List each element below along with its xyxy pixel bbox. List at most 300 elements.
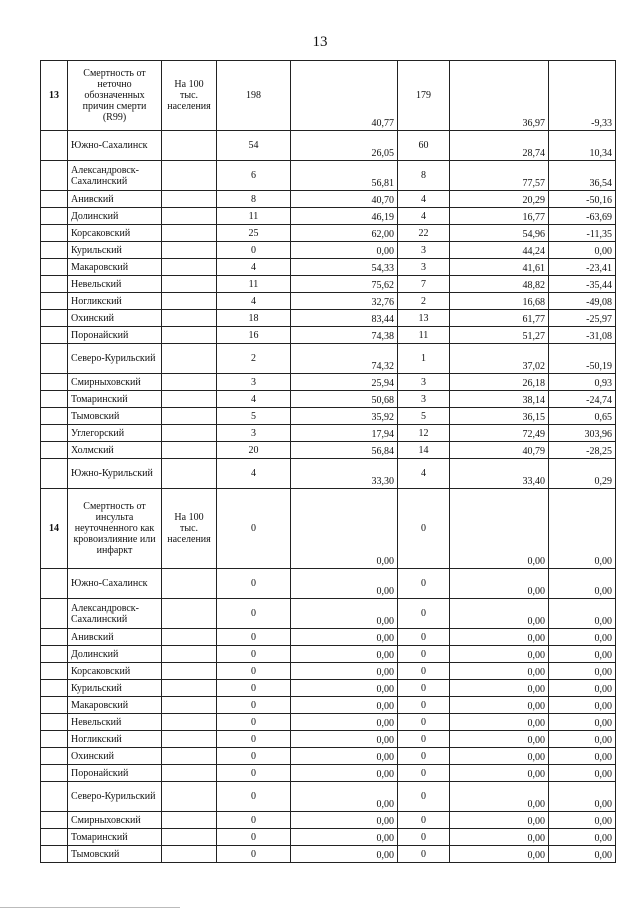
empty-unit-cell [162, 276, 217, 293]
empty-number-cell [41, 327, 68, 344]
rate-value-year1: 46,19 [291, 208, 398, 225]
change-percent: 0,00 [549, 569, 616, 599]
abs-value-year1: 0 [217, 663, 291, 680]
empty-number-cell [41, 697, 68, 714]
rate-value-year2: 0,00 [450, 680, 549, 697]
abs-value-year2: 179 [398, 61, 450, 131]
change-percent: 0,00 [549, 489, 616, 569]
table-row [41, 714, 616, 731]
empty-number-cell [41, 208, 68, 225]
change-percent: 0,00 [549, 646, 616, 663]
empty-number-cell [41, 680, 68, 697]
district-name: Курильский [68, 680, 162, 697]
abs-value-year1: 0 [217, 629, 291, 646]
empty-number-cell [41, 293, 68, 310]
empty-number-cell [41, 663, 68, 680]
table-row [41, 391, 616, 408]
rate-value-year2: 0,00 [450, 765, 549, 782]
table-row [41, 327, 616, 344]
rate-value-year2: 28,74 [450, 131, 549, 161]
change-percent: 0,00 [549, 629, 616, 646]
district-name: Северо-Курильский [68, 782, 162, 812]
district-name: Охинский [68, 310, 162, 327]
abs-value-year1: 0 [217, 829, 291, 846]
change-percent: 0,93 [549, 374, 616, 391]
abs-value-year1: 0 [217, 569, 291, 599]
empty-number-cell [41, 782, 68, 812]
district-name: Невельский [68, 714, 162, 731]
section-number: 13 [41, 61, 68, 131]
empty-number-cell [41, 748, 68, 765]
district-name: Корсаковский [68, 225, 162, 242]
abs-value-year1: 0 [217, 714, 291, 731]
rate-value-year1: 0,00 [291, 489, 398, 569]
empty-unit-cell [162, 442, 217, 459]
district-name: Тымовский [68, 846, 162, 863]
rate-value-year2: 0,00 [450, 829, 549, 846]
empty-unit-cell [162, 629, 217, 646]
rate-value-year2: 0,00 [450, 569, 549, 599]
abs-value-year2: 22 [398, 225, 450, 242]
rate-value-year2: 41,61 [450, 259, 549, 276]
abs-value-year2: 1 [398, 344, 450, 374]
empty-unit-cell [162, 731, 217, 748]
rate-value-year1: 0,00 [291, 714, 398, 731]
abs-value-year1: 11 [217, 208, 291, 225]
abs-value-year2: 0 [398, 782, 450, 812]
change-percent: 0,00 [549, 599, 616, 629]
empty-number-cell [41, 629, 68, 646]
change-percent: 0,00 [549, 812, 616, 829]
abs-value-year1: 0 [217, 731, 291, 748]
abs-value-year2: 0 [398, 489, 450, 569]
abs-value-year2: 4 [398, 208, 450, 225]
abs-value-year2: 13 [398, 310, 450, 327]
empty-number-cell [41, 242, 68, 259]
empty-unit-cell [162, 208, 217, 225]
abs-value-year1: 2 [217, 344, 291, 374]
empty-unit-cell [162, 191, 217, 208]
rate-value-year2: 0,00 [450, 663, 549, 680]
empty-unit-cell [162, 714, 217, 731]
rate-value-year2: 0,00 [450, 629, 549, 646]
empty-number-cell [41, 714, 68, 731]
page-number: 13 [312, 34, 328, 50]
rate-value-year2: 36,97 [450, 61, 549, 131]
empty-unit-cell [162, 782, 217, 812]
abs-value-year2: 11 [398, 327, 450, 344]
table-row [41, 697, 616, 714]
rate-value-year1: 40,77 [291, 61, 398, 131]
abs-value-year1: 0 [217, 489, 291, 569]
change-percent: -9,33 [549, 61, 616, 131]
district-name: Александровск-Сахалинский [68, 161, 162, 191]
empty-number-cell [41, 442, 68, 459]
abs-value-year1: 0 [217, 697, 291, 714]
empty-unit-cell [162, 131, 217, 161]
change-percent: 0,00 [549, 846, 616, 863]
empty-unit-cell [162, 829, 217, 846]
change-percent: -23,41 [549, 259, 616, 276]
empty-number-cell [41, 846, 68, 863]
abs-value-year2: 0 [398, 599, 450, 629]
district-name: Невельский [68, 276, 162, 293]
rate-value-year2: 36,15 [450, 408, 549, 425]
district-name: Курильский [68, 242, 162, 259]
empty-unit-cell [162, 425, 217, 442]
district-name: Смирныховский [68, 812, 162, 829]
table-row [41, 131, 616, 161]
empty-number-cell [41, 276, 68, 293]
rate-value-year2: 0,00 [450, 646, 549, 663]
abs-value-year1: 0 [217, 680, 291, 697]
district-name: Тымовский [68, 408, 162, 425]
rate-value-year1: 50,68 [291, 391, 398, 408]
rate-value-year1: 83,44 [291, 310, 398, 327]
rate-value-year2: 0,00 [450, 782, 549, 812]
empty-unit-cell [162, 765, 217, 782]
rate-value-year1: 0,00 [291, 646, 398, 663]
abs-value-year1: 0 [217, 812, 291, 829]
abs-value-year1: 6 [217, 161, 291, 191]
abs-value-year1: 3 [217, 374, 291, 391]
district-name: Анивский [68, 191, 162, 208]
district-name: Поронайский [68, 327, 162, 344]
empty-number-cell [41, 131, 68, 161]
table-row [41, 646, 616, 663]
change-percent: 0,00 [549, 680, 616, 697]
abs-value-year2: 3 [398, 374, 450, 391]
table-row [41, 310, 616, 327]
rate-value-year1: 40,70 [291, 191, 398, 208]
rate-value-year2: 72,49 [450, 425, 549, 442]
rate-value-year2: 0,00 [450, 489, 549, 569]
mortality-table [40, 60, 616, 863]
district-name: Углегорский [68, 425, 162, 442]
table-row [41, 208, 616, 225]
rate-value-year1: 33,30 [291, 459, 398, 489]
indicator-name: Смертность от инсульта неуточненного как кровоизлияние или инфаркт [68, 489, 162, 569]
empty-unit-cell [162, 374, 217, 391]
rate-value-year1: 0,00 [291, 782, 398, 812]
district-name: Смирныховский [68, 374, 162, 391]
change-percent: -49,08 [549, 293, 616, 310]
table-row [41, 731, 616, 748]
table-row [41, 629, 616, 646]
table-row [41, 276, 616, 293]
rate-value-year2: 0,00 [450, 714, 549, 731]
abs-value-year1: 3 [217, 425, 291, 442]
empty-number-cell [41, 191, 68, 208]
abs-value-year2: 2 [398, 293, 450, 310]
change-percent: 0,00 [549, 782, 616, 812]
empty-number-cell [41, 344, 68, 374]
abs-value-year1: 54 [217, 131, 291, 161]
table-row [41, 829, 616, 846]
empty-number-cell [41, 731, 68, 748]
rate-value-year1: 0,00 [291, 599, 398, 629]
empty-number-cell [41, 812, 68, 829]
abs-value-year1: 16 [217, 327, 291, 344]
table-row [41, 225, 616, 242]
rate-value-year1: 0,00 [291, 748, 398, 765]
abs-value-year1: 4 [217, 391, 291, 408]
rate-value-year2: 16,77 [450, 208, 549, 225]
change-percent: 0,00 [549, 731, 616, 748]
abs-value-year2: 14 [398, 442, 450, 459]
district-name: Южно-Сахалинск [68, 131, 162, 161]
rate-value-year2: 38,14 [450, 391, 549, 408]
rate-value-year1: 25,94 [291, 374, 398, 391]
empty-number-cell [41, 259, 68, 276]
abs-value-year2: 0 [398, 846, 450, 863]
change-percent: 303,96 [549, 425, 616, 442]
empty-number-cell [41, 225, 68, 242]
rate-value-year2: 16,68 [450, 293, 549, 310]
rate-value-year2: 48,82 [450, 276, 549, 293]
change-percent: 0,00 [549, 663, 616, 680]
abs-value-year2: 4 [398, 459, 450, 489]
change-percent: -63,69 [549, 208, 616, 225]
rate-value-year1: 26,05 [291, 131, 398, 161]
district-name: Томаринский [68, 391, 162, 408]
table-row [41, 408, 616, 425]
table-row [41, 374, 616, 391]
change-percent: 0,00 [549, 242, 616, 259]
table-row [41, 812, 616, 829]
empty-number-cell [41, 310, 68, 327]
change-percent: 0,29 [549, 459, 616, 489]
rate-value-year2: 0,00 [450, 846, 549, 863]
rate-value-year2: 33,40 [450, 459, 549, 489]
rate-value-year1: 0,00 [291, 697, 398, 714]
rate-value-year1: 56,81 [291, 161, 398, 191]
abs-value-year2: 0 [398, 731, 450, 748]
table-row [41, 782, 616, 812]
rate-value-year2: 40,79 [450, 442, 549, 459]
change-percent: 0,65 [549, 408, 616, 425]
district-name: Корсаковский [68, 663, 162, 680]
abs-value-year1: 18 [217, 310, 291, 327]
table-row [41, 442, 616, 459]
rate-value-year1: 32,76 [291, 293, 398, 310]
rate-value-year2: 37,02 [450, 344, 549, 374]
table-row [41, 425, 616, 442]
table-row [41, 569, 616, 599]
change-percent: 0,00 [549, 765, 616, 782]
empty-unit-cell [162, 697, 217, 714]
change-percent: -24,74 [549, 391, 616, 408]
rate-value-year1: 54,33 [291, 259, 398, 276]
rate-value-year1: 0,00 [291, 812, 398, 829]
abs-value-year1: 0 [217, 782, 291, 812]
rate-value-year1: 0,00 [291, 680, 398, 697]
table-row [41, 846, 616, 863]
empty-number-cell [41, 599, 68, 629]
empty-number-cell [41, 161, 68, 191]
abs-value-year2: 4 [398, 191, 450, 208]
rate-value-year2: 0,00 [450, 599, 549, 629]
empty-number-cell [41, 425, 68, 442]
empty-unit-cell [162, 293, 217, 310]
district-name: Поронайский [68, 765, 162, 782]
rate-value-year1: 62,00 [291, 225, 398, 242]
abs-value-year2: 0 [398, 829, 450, 846]
empty-number-cell [41, 569, 68, 599]
change-percent: 0,00 [549, 697, 616, 714]
district-name: Макаровский [68, 259, 162, 276]
empty-number-cell [41, 829, 68, 846]
change-percent: 0,00 [549, 748, 616, 765]
abs-value-year2: 60 [398, 131, 450, 161]
table-row [41, 765, 616, 782]
rate-value-year1: 75,62 [291, 276, 398, 293]
abs-value-year1: 4 [217, 293, 291, 310]
table-row [41, 680, 616, 697]
empty-unit-cell [162, 408, 217, 425]
district-name: Северо-Курильский [68, 344, 162, 374]
district-name: Южно-Курильский [68, 459, 162, 489]
empty-unit-cell [162, 680, 217, 697]
empty-unit-cell [162, 812, 217, 829]
rate-value-year1: 0,00 [291, 242, 398, 259]
rate-value-year2: 20,29 [450, 191, 549, 208]
abs-value-year1: 25 [217, 225, 291, 242]
rate-value-year2: 77,57 [450, 161, 549, 191]
empty-unit-cell [162, 391, 217, 408]
rate-value-year2: 61,77 [450, 310, 549, 327]
change-percent: -25,97 [549, 310, 616, 327]
abs-value-year2: 7 [398, 276, 450, 293]
change-percent: 0,00 [549, 714, 616, 731]
empty-unit-cell [162, 748, 217, 765]
abs-value-year1: 0 [217, 748, 291, 765]
district-name: Долинский [68, 208, 162, 225]
abs-value-year2: 3 [398, 391, 450, 408]
rate-value-year2: 0,00 [450, 731, 549, 748]
empty-unit-cell [162, 161, 217, 191]
table-row [41, 459, 616, 489]
empty-unit-cell [162, 663, 217, 680]
change-percent: -31,08 [549, 327, 616, 344]
empty-number-cell [41, 374, 68, 391]
empty-unit-cell [162, 310, 217, 327]
rate-value-year1: 0,00 [291, 731, 398, 748]
abs-value-year2: 0 [398, 646, 450, 663]
abs-value-year2: 0 [398, 765, 450, 782]
rate-value-year1: 56,84 [291, 442, 398, 459]
unit-label: На 100 тыс. населения [162, 489, 217, 569]
empty-unit-cell [162, 459, 217, 489]
rate-value-year1: 0,00 [291, 629, 398, 646]
change-percent: -28,25 [549, 442, 616, 459]
abs-value-year1: 0 [217, 242, 291, 259]
abs-value-year2: 0 [398, 748, 450, 765]
abs-value-year2: 0 [398, 812, 450, 829]
abs-value-year2: 3 [398, 242, 450, 259]
change-percent: -50,16 [549, 191, 616, 208]
district-name: Долинский [68, 646, 162, 663]
district-name: Анивский [68, 629, 162, 646]
indicator-name: Смертность от неточно обозначенных причин смерти (R99) [68, 61, 162, 131]
rate-value-year2: 54,96 [450, 225, 549, 242]
district-name: Макаровский [68, 697, 162, 714]
abs-value-year2: 0 [398, 663, 450, 680]
district-name: Охинский [68, 748, 162, 765]
rate-value-year1: 74,32 [291, 344, 398, 374]
abs-value-year2: 5 [398, 408, 450, 425]
section-header-row [41, 489, 616, 569]
rate-value-year1: 0,00 [291, 765, 398, 782]
district-name: Томаринский [68, 829, 162, 846]
change-percent: -35,44 [549, 276, 616, 293]
abs-value-year1: 20 [217, 442, 291, 459]
table-row [41, 748, 616, 765]
rate-value-year1: 0,00 [291, 829, 398, 846]
abs-value-year2: 0 [398, 680, 450, 697]
change-percent: -50,19 [549, 344, 616, 374]
abs-value-year2: 0 [398, 629, 450, 646]
district-name: Ногликский [68, 293, 162, 310]
empty-unit-cell [162, 242, 217, 259]
empty-number-cell [41, 646, 68, 663]
rate-value-year1: 0,00 [291, 569, 398, 599]
change-percent: 36,54 [549, 161, 616, 191]
rate-value-year1: 0,00 [291, 663, 398, 680]
abs-value-year1: 0 [217, 846, 291, 863]
abs-value-year2: 8 [398, 161, 450, 191]
section-number: 14 [41, 489, 68, 569]
empty-number-cell [41, 408, 68, 425]
rate-value-year2: 26,18 [450, 374, 549, 391]
abs-value-year2: 0 [398, 714, 450, 731]
district-name: Южно-Сахалинск [68, 569, 162, 599]
table-row [41, 344, 616, 374]
rate-value-year1: 17,94 [291, 425, 398, 442]
change-percent: 0,00 [549, 829, 616, 846]
table-row [41, 599, 616, 629]
empty-number-cell [41, 459, 68, 489]
empty-unit-cell [162, 225, 217, 242]
abs-value-year2: 12 [398, 425, 450, 442]
empty-number-cell [41, 765, 68, 782]
abs-value-year1: 8 [217, 191, 291, 208]
abs-value-year1: 5 [217, 408, 291, 425]
table-row [41, 293, 616, 310]
empty-unit-cell [162, 846, 217, 863]
abs-value-year1: 11 [217, 276, 291, 293]
table-row [41, 161, 616, 191]
rate-value-year2: 51,27 [450, 327, 549, 344]
rate-value-year2: 0,00 [450, 697, 549, 714]
rate-value-year2: 44,24 [450, 242, 549, 259]
empty-unit-cell [162, 646, 217, 663]
rate-value-year1: 35,92 [291, 408, 398, 425]
abs-value-year1: 0 [217, 765, 291, 782]
abs-value-year1: 0 [217, 646, 291, 663]
abs-value-year2: 0 [398, 697, 450, 714]
empty-unit-cell [162, 344, 217, 374]
district-name: Холмский [68, 442, 162, 459]
abs-value-year1: 0 [217, 599, 291, 629]
abs-value-year2: 3 [398, 259, 450, 276]
rate-value-year1: 74,38 [291, 327, 398, 344]
section-header-row [41, 61, 616, 131]
table-row [41, 242, 616, 259]
table-row [41, 663, 616, 680]
district-name: Ногликский [68, 731, 162, 748]
scan-artifact-line [0, 907, 180, 908]
